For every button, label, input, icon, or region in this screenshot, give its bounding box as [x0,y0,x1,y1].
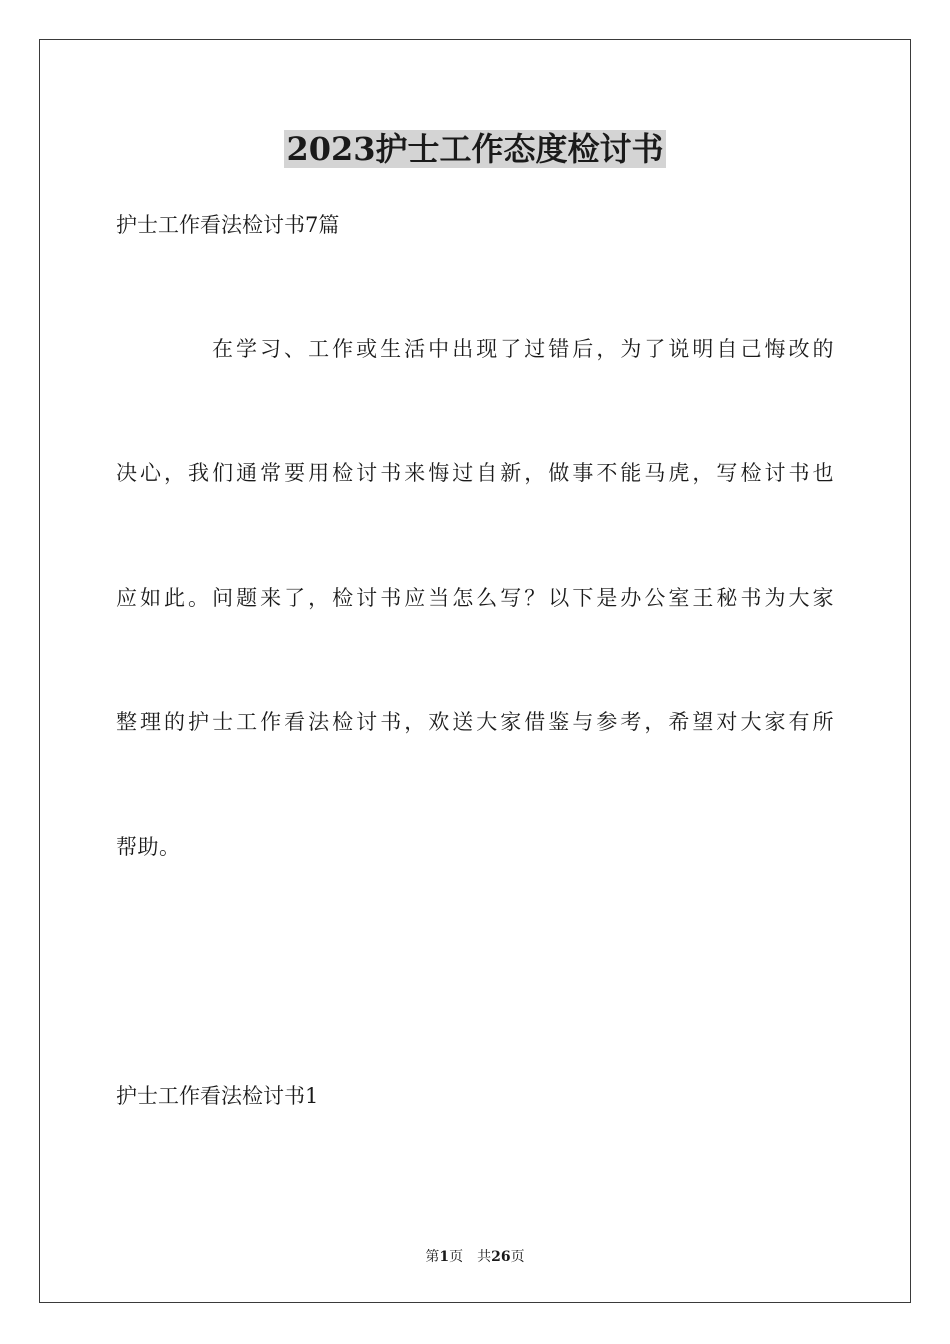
footer-page-suffix: 页 [449,1249,464,1265]
section-heading: 护士工作看法检讨书1 [116,1084,319,1108]
intro-paragraph-line: 在学习、工作或生活中出现了过错后，为了说明自己悔改的 [212,337,834,361]
intro-paragraph-line: 应如此。问题来了，检讨书应当怎么写？以下是办公室王秘书为大家 [116,586,834,610]
document-title [0,126,950,172]
footer-total-pages: 26 [491,1249,511,1265]
intro-paragraph-line: 整理的护士工作看法检讨书，欢送大家借鉴与参考，希望对大家有所 [116,710,834,734]
intro-paragraph-line: 决心，我们通常要用检讨书来悔过自新，做事不能马虎，写检讨书也 [116,461,834,485]
footer-total-prefix: 共 [477,1249,492,1265]
footer-page-number: 1 [439,1249,450,1265]
page-footer [0,1247,950,1267]
document-subtitle: 护士工作看法检讨书7篇 [116,213,340,237]
footer-total-suffix: 页 [510,1249,525,1265]
document-title-text: 2023护士工作态度检讨书 [286,130,664,168]
footer-page-prefix: 第 [425,1249,440,1265]
intro-paragraph-line: 帮助。 [116,835,181,859]
